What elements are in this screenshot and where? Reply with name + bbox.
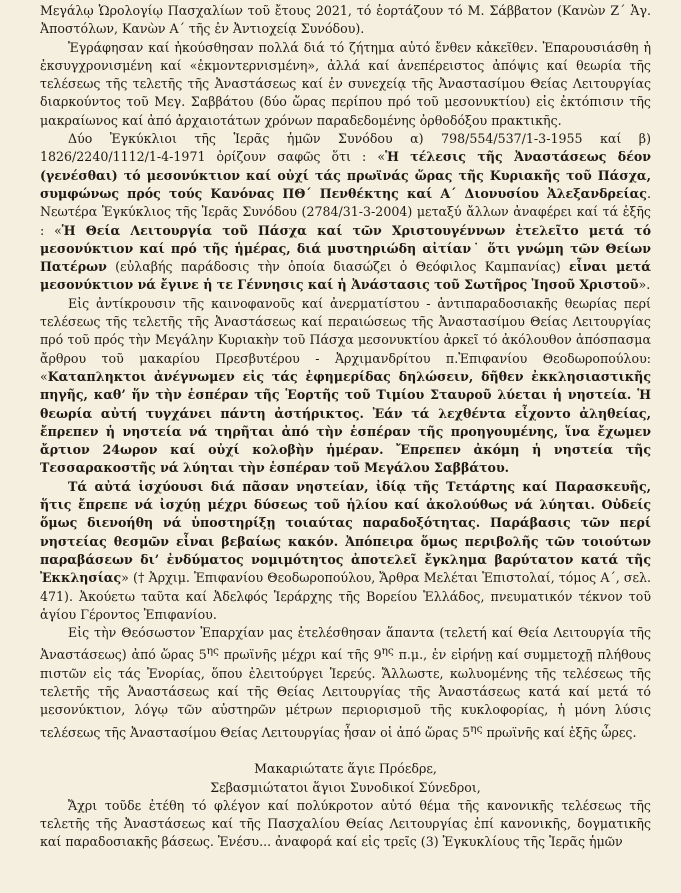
paragraph-diocese-practice: Εἰς τὴν Θεόσωστον Ἐπαρχίαν μας ἐτελέσθησαν ἅπαντα (τελετή καί Θεία Λειτουργία τῆς Ἀναστάσεως) ἀπό ὥρας $5^{\eta\varsigma}$ πρωϊνῆς μέχρι καί τῆς $9^{\eta\varsigma}$ π.μ., ἐν εἰρήνῃ καί συμμετοχῇ πλήθους πιστῶν εἰς τάς Ἐνορίας, ὅπου ἐλειτούργει Ἱερεύς. Ἄλλωστε, κωλυομένης τῆς τελέσεως τῆς τελετῆς τῆς Ἀναστάσεως καί τῆς Θείας Λειτουργίας τῆς Ἀναστάσεως κατά καί μετά τό μεσονύκτιον, λόγῳ τῶν αὐστηρῶν μέτρων περιορισμοῦ τῆς κυκλοφορίας, ἡ μόνη λύσις τελέσεως τῆς Ἀναστασίμου Θείας Λειτουργίας ἦσαν οἱ ἀπό ὥρας $5^{\eta\varsigma}$ πρωϊνῆς καί ἑξῆς ὧρες.	[40, 625, 652, 740]
paragraph-refutation: Εἰς ἀντίκρουσιν τῆς καινοφανοῦς καί ἀνερματίστου - ἀντιπαραδοσιακῆς θεωρίας περί τελέσεως τῆς τελετῆς τῆς Ἀναστάσεως καί περαιώσεως τῆς Ἀναστασίμου Θείας Λειτουργίας πρό τοῦ πρός τὴν Μεγάλην Κυριακὴν τοῦ Πάσχα μεσονυκτίου ἀρκεῖ τό ἀκόλουθον ἀπόσπασμα ἄρθρου τοῦ μακαρίου Πρεσβυτέρου - Ἀρχιμανδρίτου π.Ἐπιφανίου Θεοδωροπούλου: «Καταπληκτοι ἀνέγνωμεν εἰς τάς ἐφημερίδας δηλώσειν, δῆθεν ἐκκλησιαστικῆς πηγῆς, καθ’ ἥν τὴν ἑσπέραν τῆς Ἑορτῆς τοῦ Τιμίου Σταυροῦ λύεται ἡ νηστεία. Ἡ θεωρία αὐτή τυγχάνει πάντη ἀστήρικτος. Ἐάν τά λεχθέντα εἶχοντο ἀληθείας, ἔπρεπεν ἡ νηστεία νά τηρῆται ἀπό τὴν ἑσπέραν τῆς προηγουμένης, ἵνα ἔχωμεν ἄρτιον 24ωρον καί οὐχί κολοβὴν ἡμέραν. Ἔπρεπεν ἀκόμη ἡ νηστεία τῆς Τεσσαρακοστῆς νά λύηται τὴν ἑσπέραν τοῦ Μεγάλου Σαββάτου.	[40, 295, 651, 476]
salutation-president: Μακαριώτατε ἅγιε Πρόεδρε,	[254, 761, 437, 777]
paragraph-fasting-quote: Τά αὐτά ἰσχύουσι διά πᾶσαν νηστείαν, ἰδίᾳ τῆς Τετάρτης καί Παρασκευῆς, ἥτις ἔπρεπε νά ἰσχύῃ μέχρι δύσεως τοῦ ἡλίου καί ἀκολούθως νά λύηται. Οὐδείς ὅμως διενοήθη νά ὑποστηρίξῃ τοιαύτας παραδοξότητας. Παράβασις τῶν περί νηστείας θεσμῶν εἶναι βεβαίως κακόν. Ἀπόπειρα ὅμως περιβολῆς τῶν τοιούτων παραβάσεων δι’ ἐνδύματος νομιμότητος ἀποτελεῖ ἔγκλημα βαρύτατον κατά τῆς Ἐκκλησίας» († Ἀρχιμ. Ἐπιφανίου Θεοδωροπούλου, Ἄρθρα Μελέται Ἐπιστολαί, τόμος Α΄, σελ. 471). Ἀκούετω ταῦτα καί Ἀδελφός Ἱεράρχης τῆς Βορείου Ἑλλάδος, πνευματικόν τέκνον τοῦ ἁγίου Γέροντος Ἐπιφανίου.	[40, 478, 651, 622]
spacer	[40, 742, 651, 760]
paragraph-intro-continuation: Μεγάλῳ Ὡρολογίῳ Πασχαλίων τοῦ ἔτους 2021, τό ἑορτάζουν τό Μ. Σάββατον (Κανὼν Ζ΄ Ἁγ. Ἀποστόλων, Κανὼν Α΄ τῆς ἐν Ἀντιοχείᾳ Συνόδου).	[40, 3, 651, 37]
salutation-synod: Σεβασμιώτατοι ἅγιοι Συνοδικοί Σύνεδροι,	[210, 779, 481, 795]
paragraph-encyclicals: Δύο Ἐγκύκλιοι τῆς Ἱερᾶς ἡμῶν Συνόδου α) 798/554/537/1-3-1955 καί β) 1826/2240/1112/1-4-1971 ὁρίζουν σαφῶς ὅτι : «Ἡ τέλεσις τῆς Ἀναστάσεως δέον (γενέσθαι) τό μεσονύκτιον καί οὐχί τάς πρωϊνάς ὥρας τῆς Κυριακῆς τοῦ Πάσχα, συμφώνως πρός τούς Κανόνας ΠΘ΄ Πενθέκτης καί Α΄ Διονυσίου Ἀλεξανδρείας. Νεωτέρα Ἐγκύκλιος τῆς Ἱερᾶς Συνόδου (2784/31-3-2004) μεταξύ ἄλλων ἀναφέρει καί τά ἑξῆς : «Ἡ Θεία Λειτουργία τοῦ Πάσχα καί τῶν Χριστουγέννων ἐτελεῖτο μετά τό μεσονύκτιον καί πρό τῆς ἡμέρας, διά μυστηριώδη αἰτίαν˙ ὅτι γνώμη τῶν Θείων Πατέρων (εὐλαβής παράδοσις τὴν ὁποία διασώζει ὁ Θεόφιλος Καμπανίας) εἶναι μετά μεσονύκτιον νά ἔγινε ἡ τε Γέννησις καί ἡ Ἀνάστασις τοῦ Σωτῆρος Ἰησοῦ Χριστοῦ».	[40, 131, 651, 293]
paragraph-modernized-theory: Ἐγράφησαν καί ἠκούσθησαν πολλά διά τό ζήτημα αὐτό ἔνθεν κἀκεῖθεν. Ἐπαρουσιάσθη ἡ ἐκσυγχρονισμένη καί «ἐκμοντερνισμένη», ἀλλά καί ἀνεπέρειστος ἀπόψις καί θεωρία τῆς τελέσεως τῆς τελετῆς τῆς Ἀναστάσεως καί ἐν συνεχείᾳ τῆς Ἀναστασίμου Θείας Λειτουργίας διαρκούντος τοῦ Μεγ. Σαββάτου (δύο ὥρας περίπου πρό τοῦ μεσονυκτίου) εἰς ἐκτόπισιν τῆς μακραίωνος καί ἀπό ἀρχαιοτάτων χρόνων παραδεδομένης ὀρθοδόξου πρακτικῆς.	[40, 39, 651, 128]
paragraph-closing: Ἄχρι τοῦδε ἐτέθη τό φλέγον καί πολύκροτον αὐτό θέμα τῆς κανονικῆς τελέσεως τῆς τελετῆς τῆς Ἀναστάσεως καί τῆς Πασχαλίου Θείας Λειτουργίας ἐπί κανονικῆς, δογματικῆς καί παραδοσιακῆς βάσεως. Ἐνέσυ... ἀναφορά καί εἰς τρεῖς (3) Ἐγκυκλίους τῆς Ἱερᾶς ἡμῶν	[40, 797, 651, 850]
